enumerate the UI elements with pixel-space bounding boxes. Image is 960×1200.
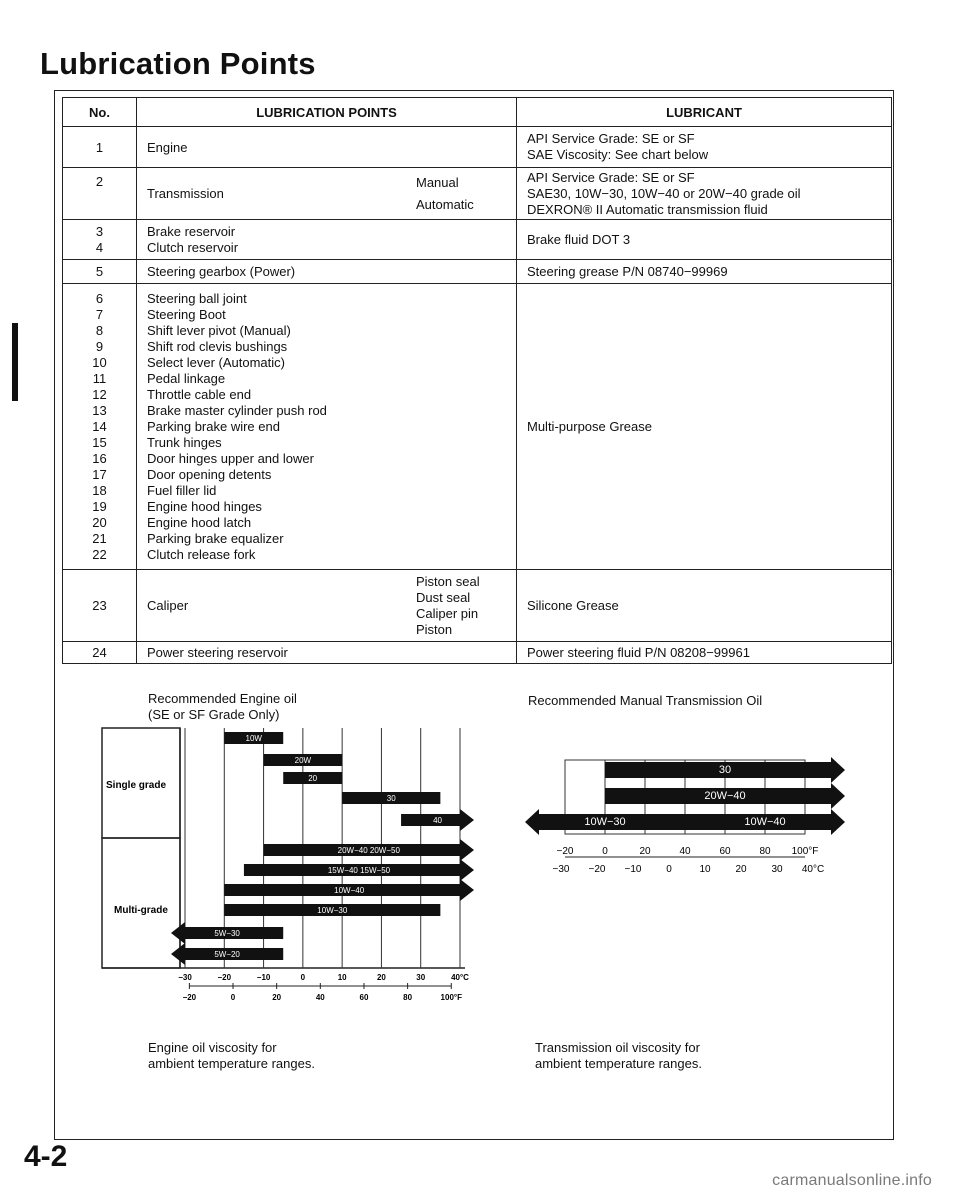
- watermark: carmanualsonline.info: [772, 1172, 932, 1189]
- row-number: 3: [95, 223, 104, 239]
- trans-tick-c: −10: [624, 864, 642, 875]
- point-label: Door hinges upper and lower: [147, 450, 314, 466]
- row-number: 18: [92, 482, 107, 498]
- row-no: 24: [63, 642, 137, 664]
- multi-grade-box: [102, 838, 180, 968]
- trans-tick-f: 40: [679, 846, 691, 857]
- row-number: 13: [92, 402, 107, 418]
- trans-tick-f: 80: [759, 846, 771, 857]
- trans-tick-f: 0: [602, 846, 608, 857]
- engine-oil-subtitle: (SE or SF Grade Only): [148, 707, 280, 722]
- point-label: Fuel filler lid: [147, 482, 217, 498]
- row-point: Power steering reservoir: [137, 642, 517, 664]
- multi-grade-label: Multi-grade: [114, 905, 168, 916]
- row-lubricant: [517, 168, 892, 220]
- caption-line: ambient temperature ranges.: [148, 1056, 315, 1071]
- lubricant-line: DEXRON® II Automatic transmission fluid: [527, 201, 768, 217]
- page-title: Lubrication Points: [40, 46, 316, 81]
- row-lubricant: Steering grease P/N 08740−99969: [517, 260, 892, 284]
- sub-label: Automatic: [416, 196, 474, 212]
- row-number: 16: [92, 450, 107, 466]
- trans-bar-label: 20W−40: [704, 790, 746, 802]
- engine-bar-label: 10W: [245, 734, 262, 743]
- row-number: 20: [92, 514, 107, 530]
- table-row: [63, 570, 892, 642]
- caption-line: Transmission oil viscosity for: [535, 1040, 700, 1055]
- trans-tick-c: 0: [666, 864, 672, 875]
- table-header-row: [63, 98, 892, 127]
- row-number: 14: [92, 418, 107, 434]
- point-label: Caliper: [147, 598, 189, 613]
- point-label: Shift rod clevis bushings: [147, 338, 288, 354]
- trans-tick-c: −30: [552, 864, 570, 875]
- sub-label: Dust seal: [416, 589, 471, 605]
- engine-tick-c: −10: [256, 973, 271, 982]
- row-number: 17: [92, 466, 107, 482]
- row-number: 4: [95, 239, 104, 255]
- lubricant-line: API Service Grade: SE or SF: [527, 131, 695, 146]
- trans-tick-c: −20: [588, 864, 606, 875]
- sub-label: Piston seal: [416, 573, 480, 589]
- point-label: Pedal linkage: [147, 370, 226, 386]
- engine-tick-c: 30: [416, 973, 426, 982]
- margin-bar: [12, 323, 18, 401]
- table-row: [63, 168, 892, 220]
- trans-oil-title: Recommended Manual Transmission Oil: [528, 693, 763, 708]
- row-no: [63, 284, 137, 570]
- point-label: Select lever (Automatic): [147, 354, 285, 370]
- row-number: 10: [92, 354, 107, 370]
- engine-tick-c: 20: [376, 973, 386, 982]
- row-point: [137, 168, 517, 220]
- engine-oil-chart: [100, 720, 480, 1020]
- trans-oil-chart: [505, 748, 865, 848]
- row-point: [137, 570, 517, 642]
- row-no: 1: [63, 127, 137, 168]
- engine-tick-c: 10: [337, 973, 347, 982]
- engine-tick-f: 20: [272, 993, 282, 1002]
- row-point: [137, 284, 517, 570]
- trans-tick-c: 30: [771, 864, 783, 875]
- point-sub-labels: [416, 175, 516, 213]
- table-row: [63, 127, 892, 168]
- point-label: Brake reservoir: [147, 223, 236, 239]
- point-label: Clutch reservoir: [147, 239, 239, 255]
- row-number: 12: [92, 386, 107, 402]
- point-label: Throttle cable end: [147, 386, 252, 402]
- row-number: 11: [92, 370, 107, 386]
- row-number: 8: [95, 322, 104, 338]
- row-point: Engine: [137, 127, 517, 168]
- row-number: 6: [95, 290, 104, 306]
- trans-tick-f: −20: [556, 846, 574, 857]
- point-label: Brake master cylinder push rod: [147, 402, 327, 418]
- engine-tick-c: −20: [217, 973, 232, 982]
- engine-oil-title: Recommended Engine oil: [148, 691, 297, 706]
- row-point: [137, 220, 517, 260]
- sub-label: Caliper pin: [416, 605, 479, 621]
- engine-tick-f: 60: [359, 993, 369, 1002]
- engine-bar-label: 10W−40: [334, 886, 365, 895]
- trans-tick-f: 60: [719, 846, 731, 857]
- sub-label: Piston: [416, 621, 453, 637]
- engine-tick-f: −20: [182, 993, 197, 1002]
- point-label: Steering Boot: [147, 306, 226, 322]
- engine-bar-label: 40: [433, 816, 442, 825]
- trans-bar-label: 10W−40: [744, 816, 786, 828]
- header-no: No.: [63, 98, 137, 127]
- point-sub-labels: [416, 574, 516, 638]
- point-label: Parking brake equalizer: [147, 530, 284, 546]
- row-lubricant: Multi-purpose Grease: [517, 284, 892, 570]
- lubricant-line: SAE30, 10W−30, 10W−40 or 20W−40 grade oil: [527, 185, 801, 201]
- trans-tick-c: 40°C: [801, 864, 825, 875]
- point-label: Clutch release fork: [147, 546, 256, 562]
- engine-bar-label: 20W−40 20W−50: [337, 846, 400, 855]
- single-grade-label: Single grade: [106, 780, 167, 791]
- row-no: 23: [63, 570, 137, 642]
- trans-tick-c: 20: [735, 864, 747, 875]
- row-number: 15: [92, 434, 107, 450]
- engine-bar-label: 5W−30: [214, 929, 240, 938]
- sub-label: Manual: [416, 174, 459, 190]
- point-label: Steering ball joint: [147, 290, 247, 306]
- engine-bar-label: 20: [308, 774, 318, 783]
- row-lubricant: Brake fluid DOT 3: [517, 220, 892, 260]
- row-number: 7: [95, 306, 104, 322]
- point-label: Trunk hinges: [147, 434, 222, 450]
- engine-bar-label: 15W−40 15W−50: [327, 866, 391, 875]
- point-label: Door opening detents: [147, 466, 272, 482]
- trans-bar-label: 10W−30: [584, 816, 626, 828]
- engine-tick-f: 40: [315, 993, 325, 1002]
- point-label: Parking brake wire end: [147, 418, 280, 434]
- engine-bar-label: 10W−30: [317, 906, 348, 915]
- row-no: 5: [63, 260, 137, 284]
- engine-tick-f: 80: [403, 993, 413, 1002]
- lubricant-line: SAE Viscosity: See chart below: [527, 147, 709, 162]
- row-number: 19: [92, 498, 107, 514]
- engine-tick-f: 100°F: [440, 993, 462, 1002]
- table-row: [63, 220, 892, 260]
- trans-oil-caption: [535, 1040, 702, 1072]
- header-points: LUBRICATION POINTS: [137, 98, 517, 127]
- trans-axis-ticks: [505, 844, 865, 880]
- caption-line: Engine oil viscosity for: [148, 1040, 277, 1055]
- table-row: [63, 260, 892, 284]
- engine-bar-label: 30: [386, 794, 396, 803]
- engine-oil-caption: [148, 1040, 315, 1072]
- point-label: Shift lever pivot (Manual): [147, 322, 291, 338]
- engine-tick-c: −30: [178, 973, 192, 982]
- row-number: 9: [95, 338, 104, 354]
- row-number: 21: [92, 530, 107, 546]
- engine-bar-label: 20W: [294, 756, 312, 765]
- point-label: Transmission: [147, 186, 224, 201]
- point-label: Engine hood hinges: [147, 498, 262, 514]
- engine-bar-label: 5W−20: [214, 950, 240, 959]
- table-row: [63, 642, 892, 664]
- trans-bar-label: 30: [718, 764, 732, 776]
- lubrication-table: [62, 97, 892, 664]
- row-number: 22: [92, 546, 107, 562]
- engine-tick-c: 0: [300, 973, 306, 982]
- row-lubricant: Silicone Grease: [517, 570, 892, 642]
- page-number: 4-2: [24, 1140, 68, 1173]
- engine-tick-f: 0: [230, 993, 236, 1002]
- trans-tick-f: 100°F: [791, 846, 819, 857]
- lubricant-line: API Service Grade: SE or SF: [527, 169, 695, 185]
- row-point: Steering gearbox (Power): [137, 260, 517, 284]
- engine-oil-title-block: [148, 691, 297, 723]
- engine-tick-c: 40°C: [451, 973, 469, 982]
- row-lubricant: [517, 127, 892, 168]
- caption-line: ambient temperature ranges.: [535, 1056, 702, 1071]
- table-row: [63, 284, 892, 570]
- row-lubricant: Power steering fluid P/N 08208−99961: [517, 642, 892, 664]
- header-lubricant: LUBRICANT: [517, 98, 892, 127]
- point-label: Engine hood latch: [147, 514, 252, 530]
- row-no: [63, 220, 137, 260]
- trans-tick-f: 20: [639, 846, 651, 857]
- row-no: 2: [63, 168, 137, 220]
- trans-tick-c: 10: [699, 864, 711, 875]
